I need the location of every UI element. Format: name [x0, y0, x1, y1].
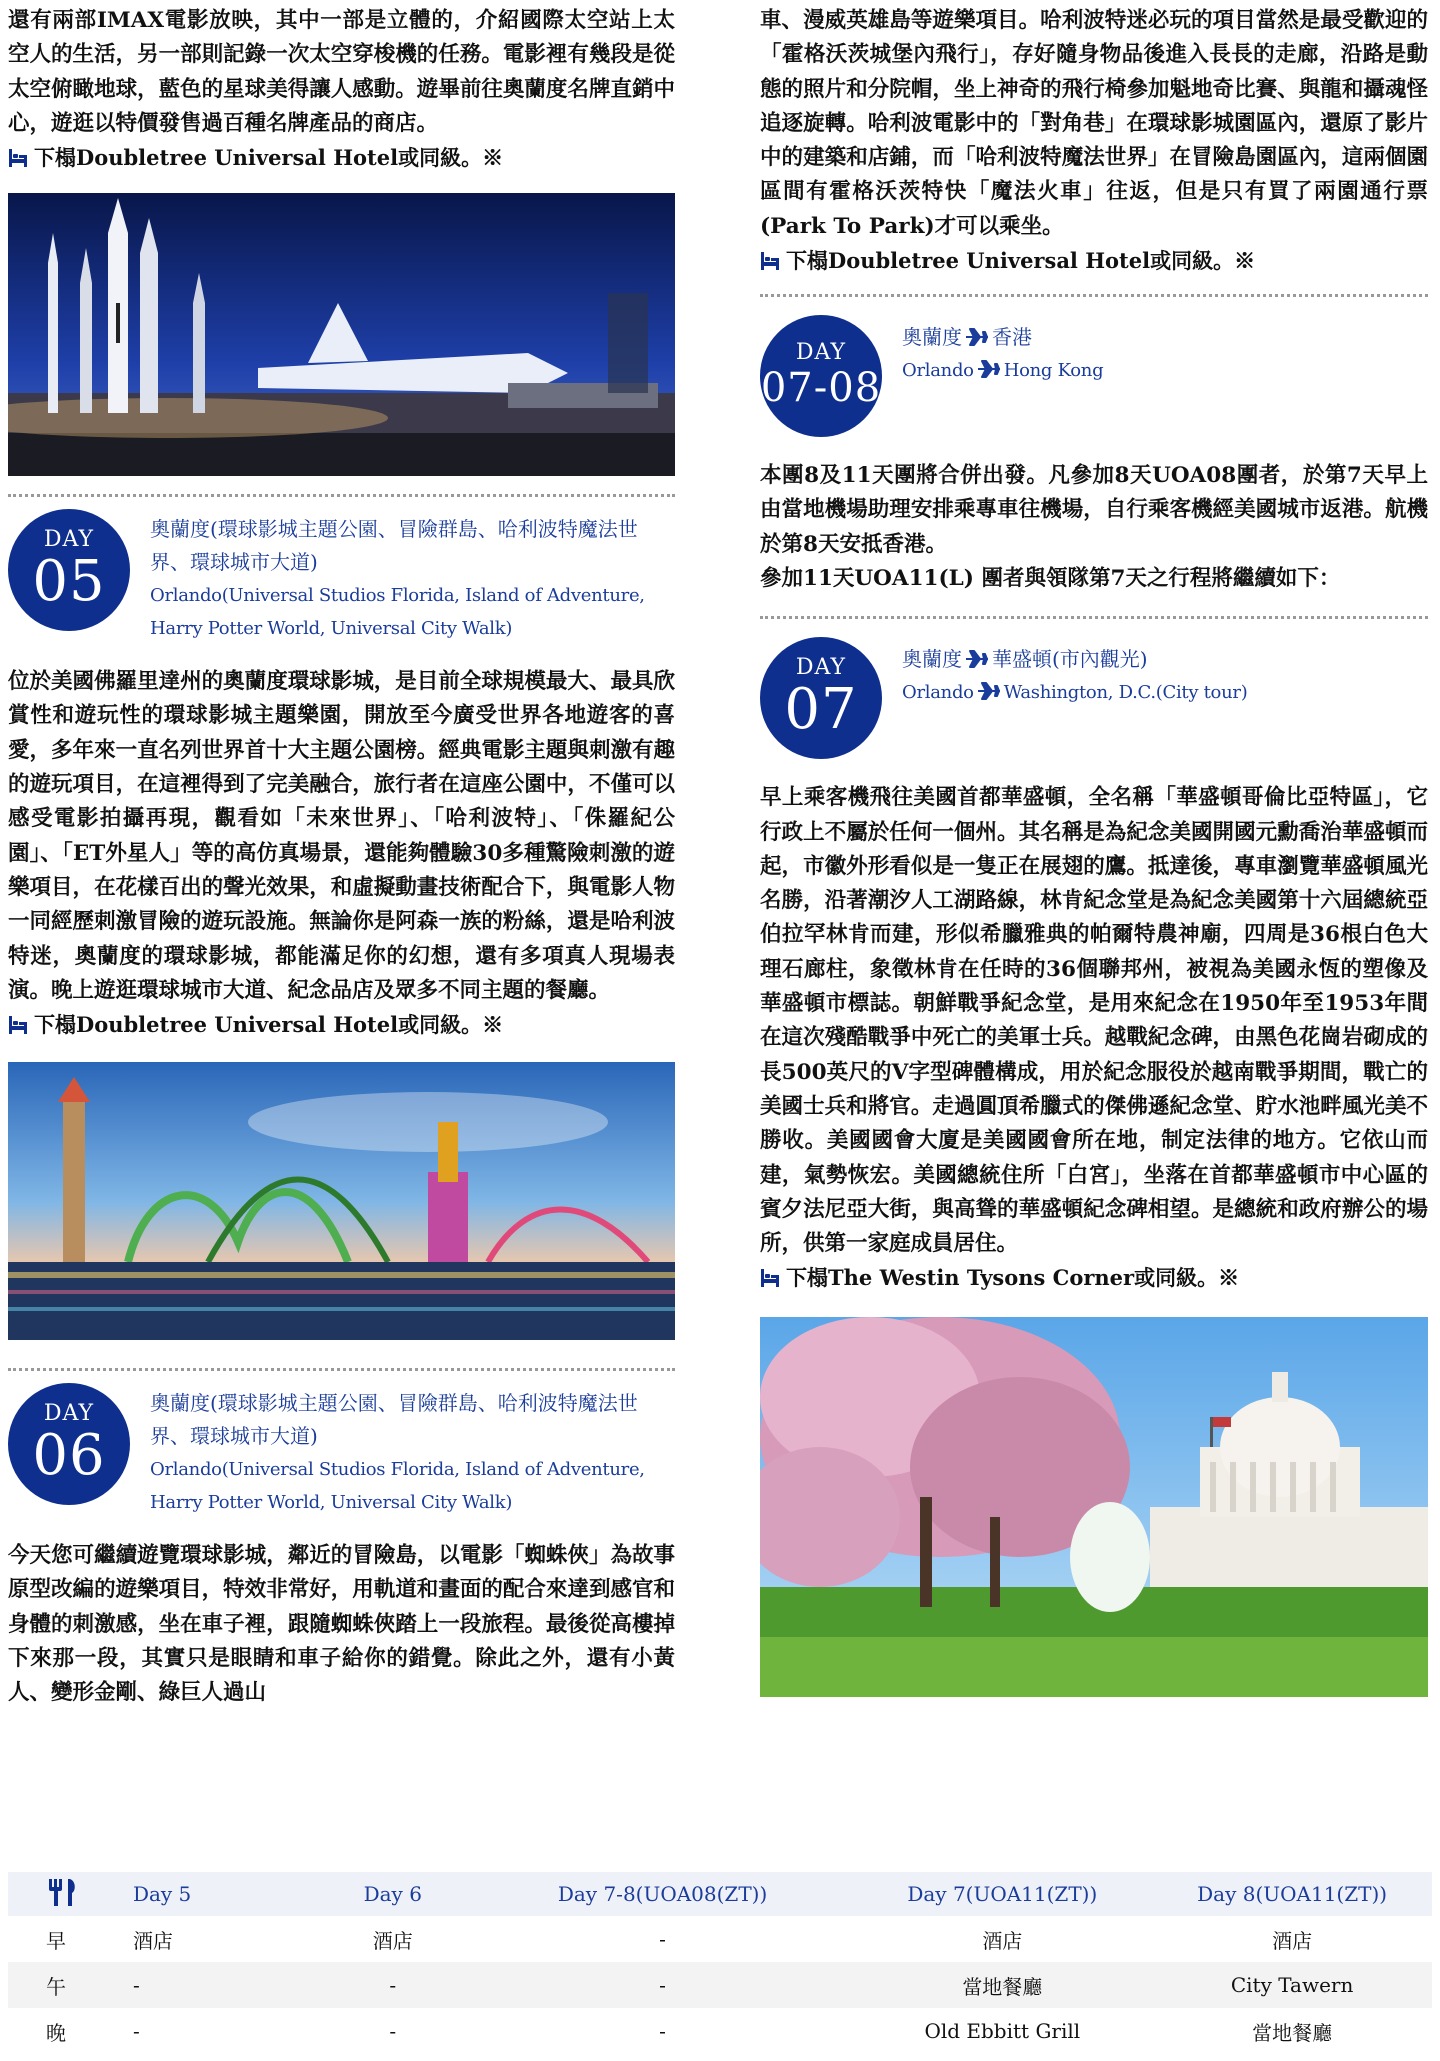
plane-icon: [976, 359, 1002, 379]
day-number: 06: [32, 1423, 106, 1489]
day0708-titles: [902, 321, 1103, 437]
to-zh: 香港: [992, 325, 1032, 350]
meals-header-day78: Day 7-8(UOA08(ZT)): [557, 1882, 768, 1906]
divider: [8, 494, 675, 497]
divider: [760, 616, 1428, 619]
meals-icon-cell: [8, 1877, 133, 1912]
continued-hotel: [760, 244, 1428, 278]
day07-hotel-text: 下榻The Westin Tysons Corner或同級。※: [786, 1265, 1240, 1291]
divider: [760, 294, 1428, 297]
day06-text: 今天您可繼續遊覽環球影城，鄰近的冒險島，以電影「蜘蛛俠」為故事原型改編的遊樂項目，特效非常好，用軌道和畫面的配合來達到感官和身體的刺激感，坐在車子裡，跟隨蜘蛛俠踏上一段旅程。最後從高樓掉下來那一段，其實只是眼睛和車子給你的錯覺。除此之外，還有小黃人、變形金剛、綠巨人過山: [8, 1543, 675, 1706]
day-label: DAY: [43, 527, 95, 553]
meals-header-day5: Day 5: [132, 1882, 192, 1906]
utensils-icon: [46, 1877, 80, 1907]
day0708-text2: 參加11天UOA11(L) 團者與領隊第7天之行程將繼續如下：: [760, 565, 1341, 591]
rocket-garden-photo: [8, 193, 675, 476]
day-number: 07: [784, 677, 858, 743]
to-en: Hong Kong: [1003, 360, 1104, 382]
intro-hotel: [8, 141, 675, 175]
day07-text: 早上乘客機飛往美國首都華盛頓，全名稱「華盛頓哥倫比亞特區」，它行政上不屬於任何一個州。其名稱是為紀念美國開國元勳喬治華盛頓而起，市徽外形看似是一隻正在展翅的鷹。抵達後，專車瀏覽華盛頓風光名勝，沿著潮汐人工湖路線，林肯紀念堂是為紀念美國第十六屆總統亞伯拉罕林肯而建，形似希臘雅典的帕爾特農神廟，四周是36根白色大理石廊柱，象徵林肯在任時的36個聯邦州，被視為美國永恆的塑像及華盛頓市標誌。朝鮮戰爭紀念堂，是用來紀念在1950年至1953年間在這次殘酷戰爭中死亡的美軍士兵。越戰紀念碑，由黑色花崗岩砌成的長500英尺的V字型碑體構成，用於紀念服役於越南戰爭期間，戰亡的美國士兵和將官。走過圓頂希臘式的傑佛遜紀念堂、貯水池畔風光美不勝收。美國國會大廈是美國國會所在地，制定法律的地方。它依山而建，氣勢恢宏。美國總統住所「白宮」，坐落在首都華盛頓市中心區的賓夕法尼亞大街，與高聳的華盛頓紀念碑相望。是總統和政府辦公的場所，供第一家庭成員居住。: [760, 785, 1428, 1257]
from-zh: 奧蘭度: [902, 647, 962, 672]
day-number: 05: [32, 549, 106, 615]
bed-icon: [760, 1267, 780, 1289]
day05-hotel-text: 下榻Doubletree Universal Hotel或同級。※: [34, 1012, 504, 1038]
meals-header-day8: Day 8(UOA11(ZT)): [1197, 1882, 1388, 1906]
meal-cell: -: [389, 2019, 397, 2043]
day0708-header: [760, 315, 1428, 437]
day07-title-en: [902, 676, 1247, 709]
meal-label: 午: [46, 1974, 66, 1999]
continued-text: 車、漫威英雄島等遊樂項目。哈利波特迷必玩的項目當然是最受歡迎的「霍格沃茨城堡內飛行」，存好隨身物品後進入長長的走廊，沿路是動態的照片和分院帽，坐上神奇的飛行椅參加魁地奇比賽、與龍和攝魂怪追逐旋轉。哈利波電影中的「對角巷」在環球影城園區內，還原了影片中的建築和店鋪，而「哈利波特魔法世界」在冒險島園區內，這兩個園區間有霍格沃茨特快「魔法火車」往返，但是只有買了兩園通行票(Park To Park)才可以乘坐。: [760, 8, 1428, 239]
meal-cell: 當地餐廳: [962, 1974, 1043, 1999]
day06-titles: [150, 1387, 665, 1519]
day05-title-en: Orlando(Universal Studios Florida, Island of Adventure, Harry Potter World, Universal City Walk): [150, 585, 645, 640]
day0708-title-zh: [902, 321, 1103, 354]
day06-title-en: Orlando(Universal Studios Florida, Island of Adventure, Harry Potter World, Universal City Walk): [150, 1459, 645, 1514]
bed-icon: [760, 250, 780, 272]
day05-header: [8, 509, 675, 645]
meal-cell: 酒店: [372, 1928, 413, 1953]
meal-cell: -: [659, 1973, 666, 1997]
day0708-title-en: [902, 354, 1103, 387]
day05-hotel: [8, 1008, 675, 1042]
meal-label: 晚: [46, 2020, 66, 2045]
divider: [8, 1368, 675, 1371]
day-label: DAY: [43, 1401, 95, 1427]
day05-text: 位於美國佛羅里達州的奧蘭度環球影城，是目前全球規模最大、最具欣賞性和遊玩性的環球影城主題樂園，開放至今廣受世界各地遊客的喜愛，多年來一直名列世界首十大主題公園榜。經典電影主題與刺激有趣的遊玩項目，在這裡得到了完美融合，旅行者在這座公園中，不僅可以感受電影拍攝再現，觀看如「未來世界」、「哈利波特」、「侏羅紀公園」、「ET外星人」等的高仿真場景，還能夠體驗30多種驚險刺激的遊樂項目，在花樣百出的聲光效果，和虛擬動畫技術配合下，與電影人物一同經歷刺激冒險的遊玩設施。無論你是阿森一族的粉絲，還是哈利波特迷，奧蘭度的環球影城，都能滿足你的幻想，還有多項真人現場表演。晚上遊逛環球城市大道、紀念品店及眾多不同主題的餐廳。: [8, 669, 675, 1003]
to-en: Washington, D.C.(City tour): [1003, 682, 1248, 704]
intro-text: 還有兩部IMAX電影放映，其中一部是立體的，介紹國際太空站上太空人的生活，另一部則記錄一次太空穿梭機的任務。電影裡有幾段是從太空俯瞰地球，藍色的星球美得讓人感動。遊畢前往奧蘭度名牌直銷中心，遊逛以特價發售過百種名牌產品的商店。: [8, 8, 675, 136]
meals-row-dinner: [8, 2008, 1432, 2054]
day07-badge: [760, 637, 882, 759]
from-en: Orlando: [902, 360, 974, 382]
meal-cell: -: [132, 1973, 140, 1997]
meal-cell: 酒店: [982, 1928, 1023, 1953]
universal-park-photo: [8, 1062, 675, 1340]
day07-hotel: [760, 1261, 1428, 1295]
day05-titles: [150, 513, 665, 645]
bed-icon: [8, 1014, 28, 1036]
plane-icon: [964, 327, 990, 347]
meals-header-day7: Day 7(UOA11(ZT)): [907, 1882, 1098, 1906]
day-label: DAY: [795, 340, 847, 366]
to-zh: 華盛頓(市內觀光): [992, 647, 1148, 672]
from-zh: 奧蘭度: [902, 325, 962, 350]
day07-title-zh: [902, 643, 1247, 676]
day06-title-zh: 奧蘭度(環球影城主題公園、冒險群島、哈利波特魔法世界、環球城市大道): [150, 1391, 638, 1449]
intro-hotel-text: 下榻Doubletree Universal Hotel或同級。※: [34, 145, 504, 171]
meals-table: [8, 1872, 1432, 2054]
day07-titles: [902, 643, 1247, 759]
plane-icon: [964, 649, 990, 669]
meal-cell: -: [659, 2019, 666, 2043]
meals-row-lunch: [8, 1962, 1432, 2008]
day-number: 07-08: [760, 365, 882, 412]
day06-badge: [8, 1383, 130, 1505]
meal-cell: 酒店: [132, 1928, 173, 1953]
meal-cell: -: [132, 2019, 140, 2043]
plane-icon: [976, 681, 1002, 701]
meal-cell: Old Ebbitt Grill: [924, 2019, 1081, 2043]
meals-header-day6: Day 6: [363, 1882, 422, 1906]
day0708-badge: [760, 315, 882, 437]
day07-header: [760, 637, 1428, 759]
day05-badge: [8, 509, 130, 631]
capitol-photo: [760, 1317, 1428, 1697]
day0708-text1: 本團8及11天團將合併出發。凡參加8天UOA08團者，於第7天早上由當地機場助理安排乘專車往機場，自行乘客機經美國城市返港。航機於第8天安抵香港。: [760, 463, 1428, 557]
day05-title-zh: 奧蘭度(環球影城主題公園、冒險群島、哈利波特魔法世界、環球城市大道): [150, 517, 638, 575]
bed-icon: [8, 147, 28, 169]
meal-cell: City Tawern: [1230, 1973, 1354, 1997]
left-column: [8, 0, 675, 1711]
meal-cell: -: [389, 1973, 397, 1997]
meals-header-row: [8, 1872, 1432, 1916]
day-label: DAY: [795, 655, 847, 681]
from-en: Orlando: [902, 682, 974, 704]
meal-label: 早: [46, 1928, 66, 1953]
meal-cell: 酒店: [1272, 1928, 1313, 1953]
meal-cell: -: [659, 1927, 666, 1951]
right-column: [760, 0, 1428, 1697]
meals-row-breakfast: [8, 1916, 1432, 1962]
meal-cell: 當地餐廳: [1252, 2020, 1333, 2045]
day06-header: [8, 1383, 675, 1519]
continued-hotel-text: 下榻Doubletree Universal Hotel或同級。※: [786, 248, 1256, 274]
